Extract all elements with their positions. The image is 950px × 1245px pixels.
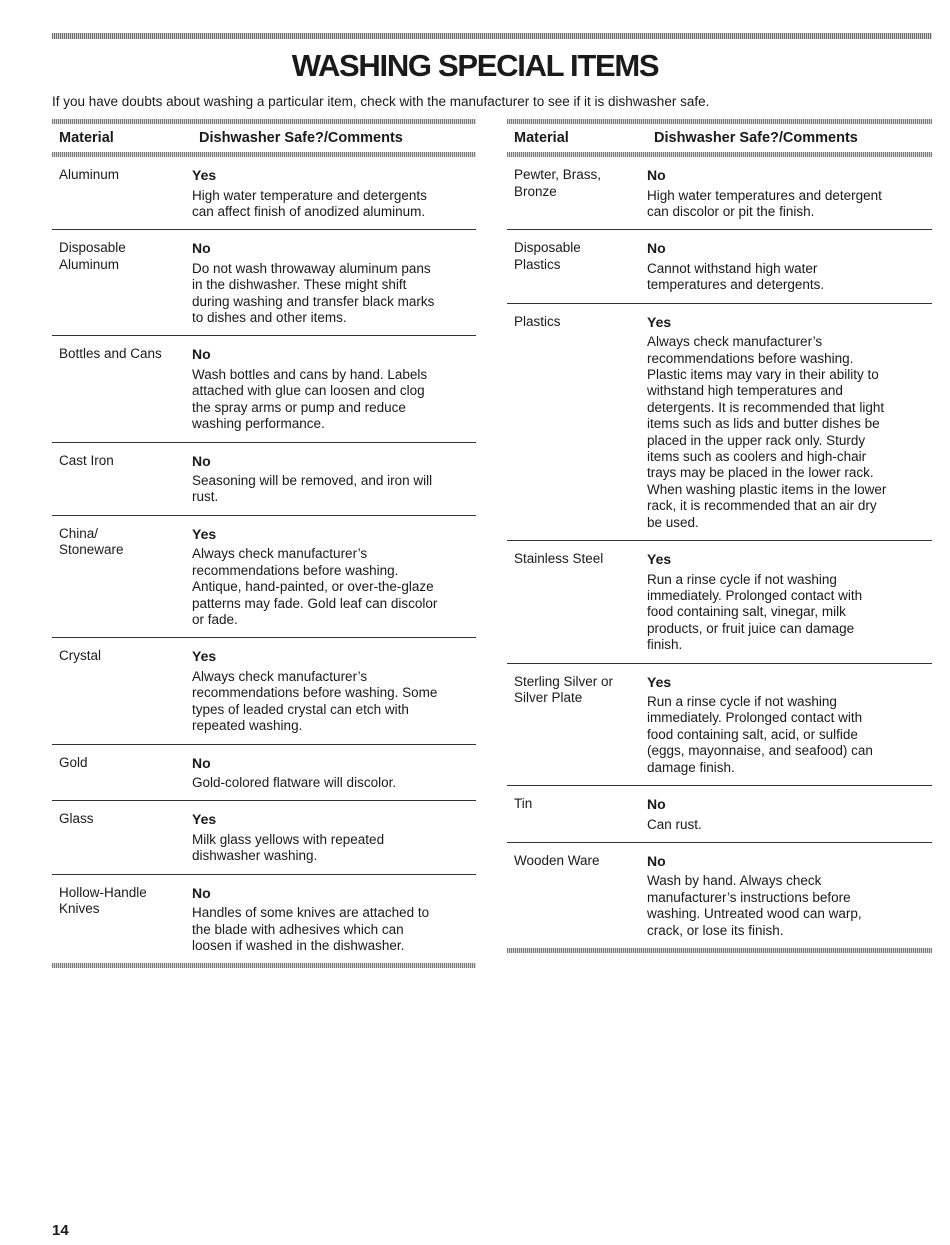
- table-row: [52, 230, 476, 336]
- comment-text: Wash bottles and cans by hand. Labels attached with glue can loosen and clog the spray arms or pump and reduce washing performance.: [192, 366, 428, 432]
- comment-cell: [192, 240, 476, 326]
- dishwasher-safe-verdict: Yes: [192, 648, 217, 665]
- table-row: [507, 541, 932, 664]
- comments-header: Dishwasher Safe?/Comments: [654, 130, 858, 146]
- comment-text: Cannot withstand high water temperatures and detergents.: [647, 260, 825, 293]
- material-cell: Bottles and Cans: [59, 346, 162, 362]
- table-header: [507, 124, 932, 152]
- table-bottom-rule: [52, 963, 476, 968]
- material-cell: Sterling Silver or Silver Plate: [514, 673, 614, 706]
- table-row: [52, 875, 476, 964]
- comment-text: Seasoning will be removed, and iron will rust.: [192, 473, 433, 505]
- comment-text: Do not wash throwaway aluminum pans in the dishwasher. These might shift during washing and transfer black marks to dishes and other items.: [192, 260, 435, 326]
- material-cell: Plastics: [514, 313, 561, 329]
- dishwasher-safe-verdict: No: [192, 884, 211, 901]
- material-cell: Cast Iron: [59, 452, 114, 468]
- material-cell: Wooden Ware: [514, 852, 600, 868]
- table-row: [52, 336, 476, 442]
- comment-text: Handles of some knives are attached to the blade with adhesives which can loosen if washed in the dishwasher.: [192, 905, 430, 954]
- comment-text: Gold-colored flatware will discolor.: [192, 775, 397, 791]
- left-table: [52, 119, 476, 968]
- intro-text: If you have doubts about washing a particular item, check with the manufacturer to see if it is dishwasher safe.: [52, 94, 710, 109]
- comment-cell: [192, 811, 476, 864]
- page-number: 14: [52, 1222, 69, 1239]
- material-cell: Hollow-Handle Knives: [59, 884, 147, 917]
- dishwasher-safe-verdict: No: [192, 754, 211, 771]
- material-cell: Tin: [514, 796, 533, 812]
- top-hatched-rule: [52, 33, 932, 39]
- comment-cell: [647, 796, 932, 833]
- comment-text: Always check manufacturer’s recommendations before washing. Antique, hand-painted, or over-the-glaze patterns may fade. Gold leaf can discolor or fade.: [192, 546, 438, 627]
- material-header: Material: [514, 130, 569, 146]
- dishwasher-safe-verdict: No: [647, 167, 666, 183]
- dishwasher-safe-verdict: No: [647, 240, 666, 257]
- dishwasher-safe-verdict: No: [192, 346, 211, 363]
- comment-text: Run a rinse cycle if not washing immediately. Prolonged contact with food containing salt, acid, or sulfide (eggs, mayonnaise, and seafood) can damage finish.: [647, 694, 873, 775]
- comments-header: Dishwasher Safe?/Comments: [199, 130, 403, 146]
- table-row: [507, 157, 932, 230]
- table-row: [52, 745, 476, 802]
- table-row: [52, 801, 476, 874]
- dishwasher-safe-verdict: Yes: [192, 167, 217, 183]
- comment-text: Wash by hand. Always check manufacturer’s instructions before washing. Untreated wood can warp, crack, or lose its finish.: [647, 873, 862, 938]
- material-cell: China/ Stoneware: [59, 525, 124, 558]
- table-bottom-rule: [507, 948, 932, 953]
- right-table: [507, 119, 932, 953]
- dishwasher-safe-verdict: No: [192, 240, 211, 257]
- table-header: [52, 124, 476, 152]
- material-cell: Pewter, Brass, Bronze: [514, 167, 602, 199]
- comment-cell: [647, 674, 932, 777]
- comment-cell: [647, 240, 932, 293]
- right-rows: [507, 157, 932, 948]
- page-title: WASHING SPECIAL ITEMS: [291, 48, 659, 83]
- comment-cell: [647, 314, 932, 531]
- material-cell: Glass: [59, 811, 94, 827]
- material-cell: Crystal: [59, 648, 102, 664]
- comment-cell: [192, 755, 476, 792]
- table-row: [507, 230, 932, 303]
- dishwasher-safe-verdict: No: [647, 852, 666, 869]
- material-cell: Gold: [59, 754, 88, 770]
- dishwasher-safe-verdict: Yes: [192, 811, 217, 828]
- comment-cell: [192, 885, 476, 955]
- comment-text: High water temperatures and detergent can discolor or pit the finish.: [647, 187, 882, 219]
- table-row: [507, 786, 932, 843]
- comment-text: High water temperature and detergents can affect finish of anodized aluminum.: [192, 187, 427, 219]
- material-header: Material: [59, 130, 114, 146]
- comment-text: Always check manufacturer’s recommendations before washing. Plastic items may vary in their ability to withstand high temperatures and detergents. It is recommended that light items such as lids and butter dishes be placed in the upper rack only. Sturdy items such as coolers and high-chair trays may be placed in the lower rack. When washing plastic items in the lower rack, it is recommended that an air dry be used.: [647, 334, 887, 530]
- table-row: [52, 443, 476, 516]
- material-cell: Stainless Steel: [514, 551, 604, 566]
- table-row: [52, 157, 476, 230]
- dishwasher-safe-verdict: Yes: [647, 551, 672, 567]
- dishwasher-safe-verdict: No: [647, 796, 666, 813]
- comment-text: Can rust.: [647, 816, 702, 832]
- comment-cell: [192, 453, 476, 506]
- material-cell: Aluminum: [59, 167, 120, 182]
- dishwasher-safe-verdict: Yes: [192, 525, 217, 542]
- dishwasher-safe-verdict: No: [192, 452, 211, 469]
- comment-cell: [192, 526, 476, 629]
- comment-cell: [647, 853, 932, 939]
- comment-cell: [192, 346, 476, 432]
- comment-text: Run a rinse cycle if not washing immediately. Prolonged contact with food containing salt, vinegar, milk products, or fruit juice can damage finish.: [647, 571, 863, 653]
- table-row: [507, 664, 932, 787]
- table-row: [507, 304, 932, 541]
- dishwasher-safe-verdict: Yes: [647, 673, 672, 690]
- comment-cell: [647, 551, 932, 654]
- material-cell: Disposable Plastics: [514, 240, 581, 272]
- table-row: [507, 843, 932, 948]
- comment-cell: [192, 648, 476, 734]
- dishwasher-safe-verdict: Yes: [647, 313, 672, 330]
- comment-text: Always check manufacturer’s recommendations before washing. Some types of leaded crystal can etch with repeated washing.: [192, 668, 438, 734]
- material-cell: Disposable Aluminum: [59, 240, 126, 272]
- table-row: [52, 516, 476, 639]
- comment-cell: [647, 167, 932, 220]
- comment-cell: [192, 167, 476, 220]
- left-rows: [52, 157, 476, 963]
- table-row: [52, 638, 476, 744]
- comment-text: Milk glass yellows with repeated dishwasher washing.: [192, 831, 385, 864]
